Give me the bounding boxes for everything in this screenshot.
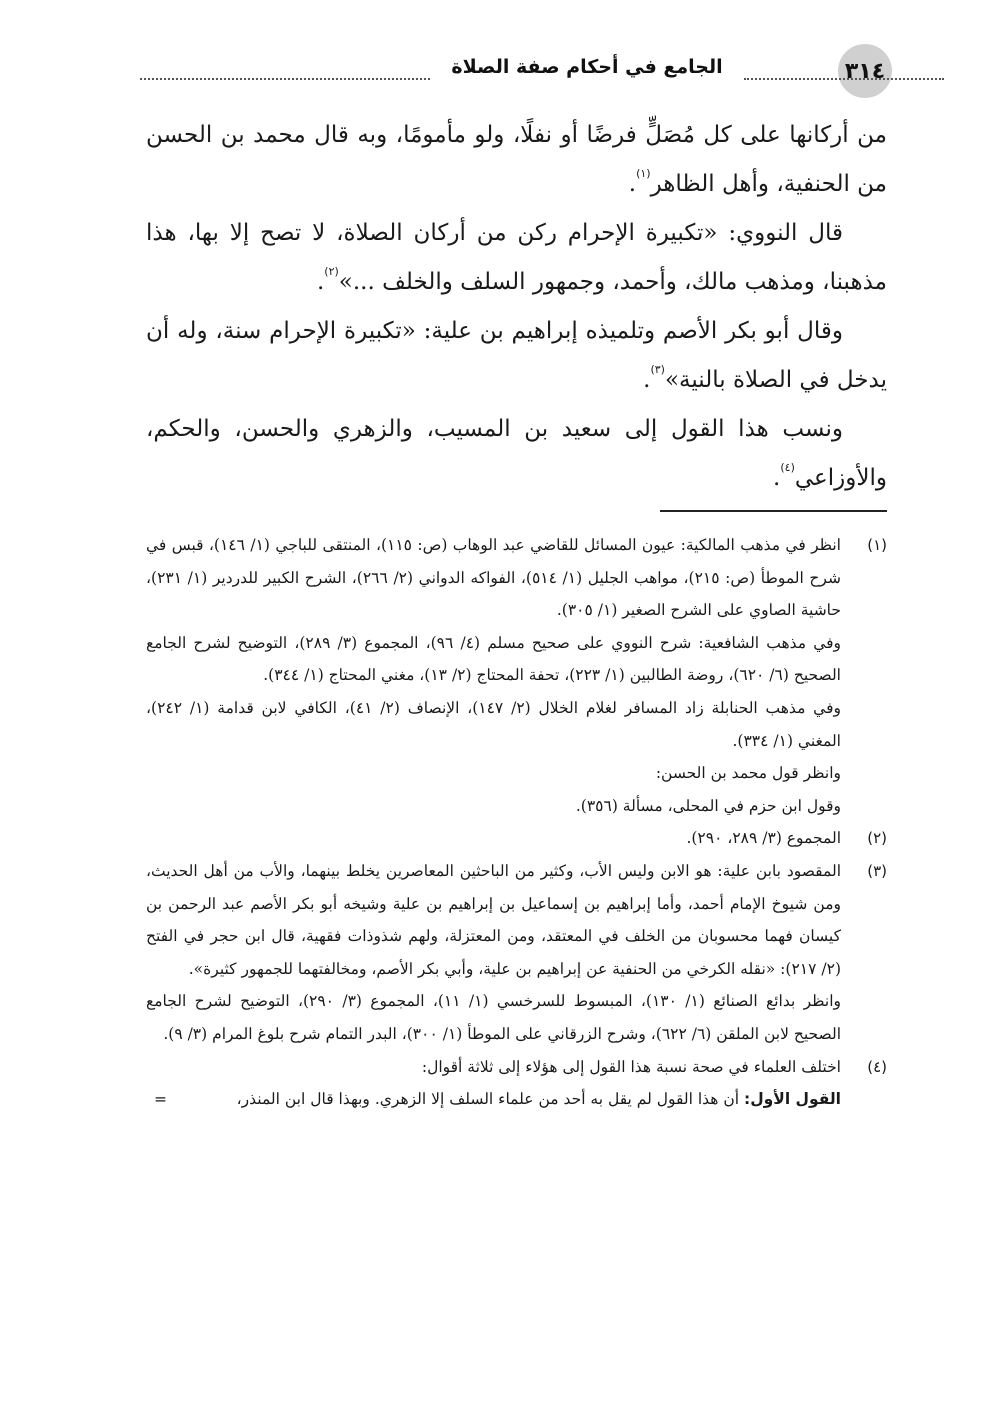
footnote-ref: (١) (636, 167, 651, 180)
footnote-ref: (٤) (780, 461, 795, 474)
running-title: الجامع في أحكام صفة الصلاة (451, 56, 723, 78)
first-opinion-text: أن هذا القول لم يقل به أحد من علماء السلف إلا الزهري. وبهذا قال ابن المنذر، (236, 1090, 740, 1109)
header-dotted-rule-left (140, 78, 430, 80)
paragraph-4 (146, 405, 887, 503)
footnote-text: المقصود بابن علية: هو الابن وليس الأب، وكثير من الباحثين المعاصرين يخلط بينهما، والأب من أهل الحديث، ومن شيوخ الإمام أحمد، وأما إبراهيم بن إسماعيل بن إبراهيم بن علية وشيخه أبو بكر الأصم عبد الرحمن بن كيسان فهما محسوبان من الخلف في المعتقد، ومن المعتزلة، ولهم شذوذات فقهية، قال ابن حجر في الفتح (٢/ ٢١٧): «نقله الكرخي من الحنفية عن إبراهيم بن علية، وأبي بكر الأصم، ومخالفتهما للجمهور كثيرة». (146, 861, 841, 978)
footnote-text (146, 1083, 841, 1116)
first-opinion-label: القول الأول: (744, 1090, 841, 1109)
paragraph-text: قال النووي: «تكبيرة الإحرام ركن من أركان الصلاة، لا تصح إلا بها، هذا مذهبنا، ومذهب مالك، وأحمد، وجمهور السلف والخلف ...» (146, 220, 887, 295)
paragraph-2 (146, 209, 887, 307)
footnote-text: اختلف العلماء في صحة نسبة هذا القول إلى هؤلاء إلى ثلاثة أقوال: (421, 1057, 841, 1076)
punctuation: . (643, 367, 651, 393)
footnote-text: وقول ابن حزم في المحلى، مسألة (٣٥٦). (575, 796, 841, 815)
footnote-text: وانظر قول محمد بن الحسن: (655, 764, 841, 783)
footnote-text: المجموع (٣/ ٢٨٩، ٢٩٠). (686, 829, 841, 848)
page-header (120, 44, 892, 98)
paragraph-text: وقال أبو بكر الأصم وتلميذه إبراهيم بن علية: «تكبيرة الإحرام سنة، وله أن يدخل في الصلاة بالنية» (146, 318, 887, 393)
footnote-2 (146, 822, 887, 855)
footnote-ref: (٢) (324, 265, 339, 278)
paragraph-text: ونسب هذا القول إلى سعيد بن المسيب، والزهري والحسن، والحكم، والأوزاعي (146, 416, 887, 491)
header-dotted-rule-right (744, 78, 944, 80)
footnote-text: وفي مذهب الحنابلة زاد المسافر لغلام الخلال (٢/ ١٤٧)، الإنصاف (٢/ ٤١)، الكافي لابن قدامة (١/ ٢٤٢)، المغني (١/ ٣٣٤). (146, 698, 841, 750)
punctuation: . (316, 269, 325, 295)
footnote-1 (146, 529, 887, 822)
punctuation: . (628, 171, 637, 197)
paragraph-1 (146, 111, 887, 209)
footnote-number: (٣) (867, 861, 887, 880)
paragraph-3 (146, 307, 887, 405)
footnotes (146, 529, 887, 1116)
footnote-4 (146, 1051, 887, 1116)
continuation-mark: = (154, 1090, 167, 1109)
footnote-text: وانظر بدائع الصنائع (١/ ١٣٠)، المبسوط للسرخسي (١/ ١١)، المجموع (٣/ ٢٩٠)، التوضيح لشرح الجامع الصحيح لابن الملقن (٦/ ٦٢٢)، وشرح الزرقاني على الموطأ (١/ ٣٠٠)، البدر التمام شرح بلوغ المرام (٣/ ٩). (146, 992, 841, 1043)
footnote-number: (١) (867, 536, 887, 554)
footnote-number: (٤) (867, 1057, 887, 1076)
paragraph-text: من أركانها على كل مُصَلٍّ فرضًا أو نفلًا، ولو مأمومًا، وبه قال محمد بن الحسن من الحنفية، وأهل الظاهر (146, 122, 887, 197)
footnote-text: انظر في مذهب المالكية: عيون المسائل للقاضي عبد الوهاب (ص: ١١٥)، المنتقى للباجي (١/ ١٤٦)، قبس في شرح الموطأ (ص: ٢١٥)، مواهب الجليل (١/ ٥١٤)، الفواكه الدواني (٢/ ٢٦٦)، الشرح الكبير للدردير (١/ ٢٣١)، حاشية الصاوي على الشرح الصغير (١/ ٣٠٥). (146, 536, 841, 620)
footnote-3 (146, 855, 887, 1051)
main-text (146, 111, 887, 503)
page-number-badge (838, 44, 892, 98)
page-number: ٣١٤ (844, 58, 886, 84)
punctuation: . (773, 465, 781, 491)
footnote-number: (٢) (867, 829, 887, 848)
footnote-text: وفي مذهب الشافعية: شرح النووي على صحيح مسلم (٤/ ٩٦)، المجموع (٣/ ٢٨٩)، التوضيح لشرح الجامع الصحيح (٦/ ٦٢٠)، روضة الطالبين (١/ ٢٢٣)، تحفة المحتاج (٢/ ١٣)، مغني المحتاج (١/ ٣٤٤). (146, 633, 842, 685)
footnote-ref: (٣) (650, 363, 665, 376)
footnote-separator (660, 510, 887, 512)
